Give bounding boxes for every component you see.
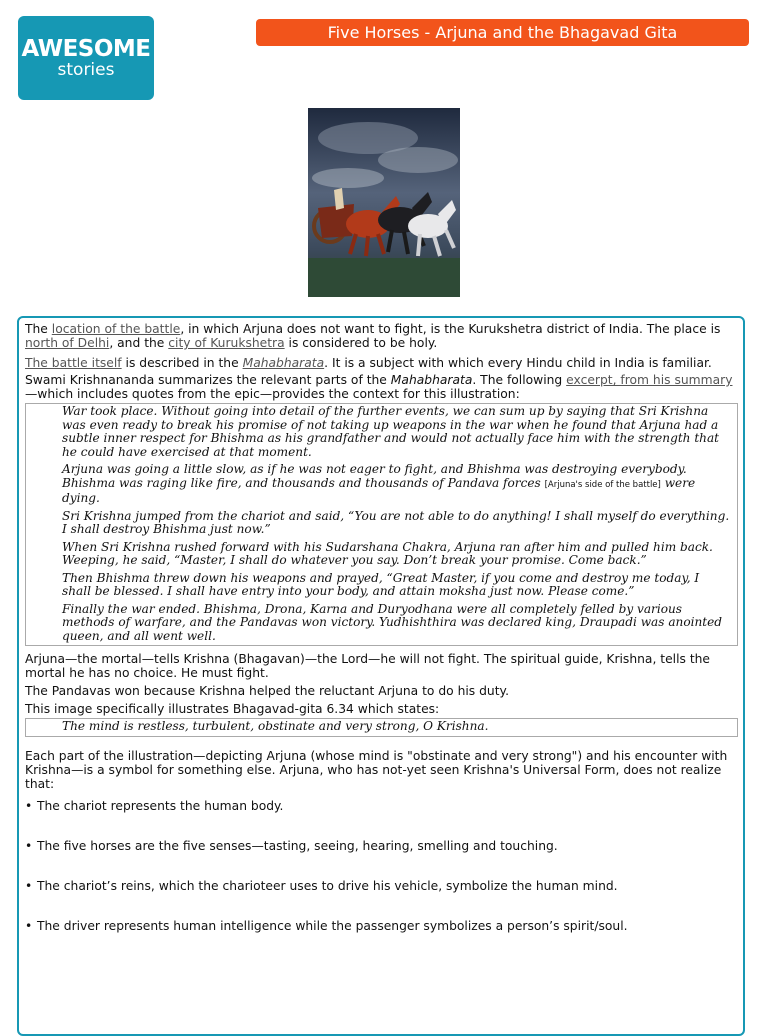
text-segment: were dying. xyxy=(62,475,696,505)
quote-paragraph xyxy=(62,463,731,506)
paragraph-krishnananda xyxy=(25,373,738,401)
link-mahabharata[interactable]: Mahabharata xyxy=(242,356,325,370)
link-city-of-kurukshetra[interactable]: city of Kurukshetra xyxy=(168,336,285,350)
block-quote-mahabharata xyxy=(25,403,738,646)
paragraph-pandavas-won: The Pandavas won because Krishna helped the reluctant Arjuna to do his duty. xyxy=(25,684,509,698)
quote-paragraph: Finally the war ended. Bhishma, Drona, Karna and Duryodhana were all completely felled by various methods of warfare, and the Pandavas won victory. Yudhishthira was declared king, Draupadi was anointed queen, and all went well. xyxy=(62,601,723,643)
logo-wordmark: AWESOME xyxy=(21,36,151,62)
paragraph-location xyxy=(25,322,738,350)
text-segment: , in which Arjuna does not want to fight, is the Kurukshetra district of India. The place is xyxy=(180,322,721,336)
text-segment: is described in the xyxy=(121,356,243,370)
text-segment: is considered to be holy. xyxy=(284,336,438,350)
list-item: • The five horses are the five senses—tasting, seeing, hearing, smelling and touching. xyxy=(25,839,738,879)
text-segment: Mahabharata xyxy=(390,373,473,387)
list-item: • The chariot represents the human body. xyxy=(25,799,738,839)
text-segment: . The following xyxy=(472,373,567,387)
list-item: • The chariot’s reins, which the charioteer uses to drive his vehicle, symbolize the human mind. xyxy=(25,879,738,919)
text-segment: . It is a subject with which every Hindu child in India is familiar. xyxy=(324,356,712,370)
paragraph-arjuna-mortal: Arjuna—the mortal—tells Krishna (Bhagavan)—the Lord—he will not fight. The spiritual guide, Krishna, tells the mortal he has no choice. He must fight. xyxy=(25,652,710,680)
quote-paragraph: Sri Krishna jumped from the chariot and said, “You are not able to do anything! I shall myself do everything. I shall destroy Bhishma just now.” xyxy=(62,508,730,536)
link-location-of-battle[interactable]: location of the battle xyxy=(51,322,181,336)
quote-paragraph: When Sri Krishna rushed forward with his Sudarshana Chakra, Arjuna ran after him and pulled him back. Weeping, he said, “Master, I shall do whatever you say. Don’t break your promise. Come back.” xyxy=(62,539,713,567)
paragraph-battle xyxy=(25,356,738,370)
page-title: Five Horses - Arjuna and the Bhagavad Gita xyxy=(256,19,749,46)
quote-paragraph: War took place. Without going into detail of the further events, we can sum up by saying that Sri Krishna was even ready to break his promise of not taking up weapons in the war when he found that Arjuna had a subtle inner respect for Bhishma as his grandfather and would not actually face him with the strength that he could have exercised at that moment. xyxy=(62,404,720,459)
article-body xyxy=(17,316,745,1036)
list-item: • The driver represents human intelligence while the passenger symbolizes a person’s spirit/soul. xyxy=(25,919,738,959)
link-battle-itself[interactable]: The battle itself xyxy=(25,356,122,370)
logo-subtext: stories xyxy=(57,60,115,80)
chariot-illustration xyxy=(308,108,460,297)
awesome-stories-logo[interactable] xyxy=(18,16,154,100)
quote-paragraph: Then Bhishma threw down his weapons and prayed, “Great Master, if you come and destroy me today, I shall be blessed. I shall have entry into your body, and attain moksha just now. Please come.” xyxy=(62,570,700,598)
text-segment: —which includes quotes from the epic—provides the context for this illustration: xyxy=(25,387,520,401)
text-segment: Swami Krishnananda summarizes the relevant parts of the xyxy=(25,373,391,387)
block-quote-gita xyxy=(25,718,738,737)
paragraph-gita-reference: This image specifically illustrates Bhagavad-gita 6.34 which states: xyxy=(25,702,440,716)
quote-paragraph: The mind is restless, turbulent, obstinate and very strong, O Krishna. xyxy=(62,719,489,733)
symbol-list xyxy=(25,799,738,959)
link-excerpt-summary[interactable]: excerpt, from his summary xyxy=(566,373,733,387)
text-segment: , and the xyxy=(109,336,169,350)
text-segment: Arjuna was going a little slow, as if he was not eager to fight, and Bhishma was destroying everybody. Bhishma was raging like fire, and thousands and thousands of Pandava forces xyxy=(62,462,687,490)
text-segment: The xyxy=(25,322,52,336)
link-north-of-delhi[interactable]: north of Delhi xyxy=(25,336,110,350)
side-note: [Arjuna's side of the battle] xyxy=(544,479,661,490)
paragraph-symbolism: Each part of the illustration—depicting Arjuna (whose mind is "obstinate and very strong") and his encounter with Krishna—is a symbol for something else. Arjuna, who has not-yet seen Krishna's Universal Form, does not realize that: xyxy=(25,748,728,791)
